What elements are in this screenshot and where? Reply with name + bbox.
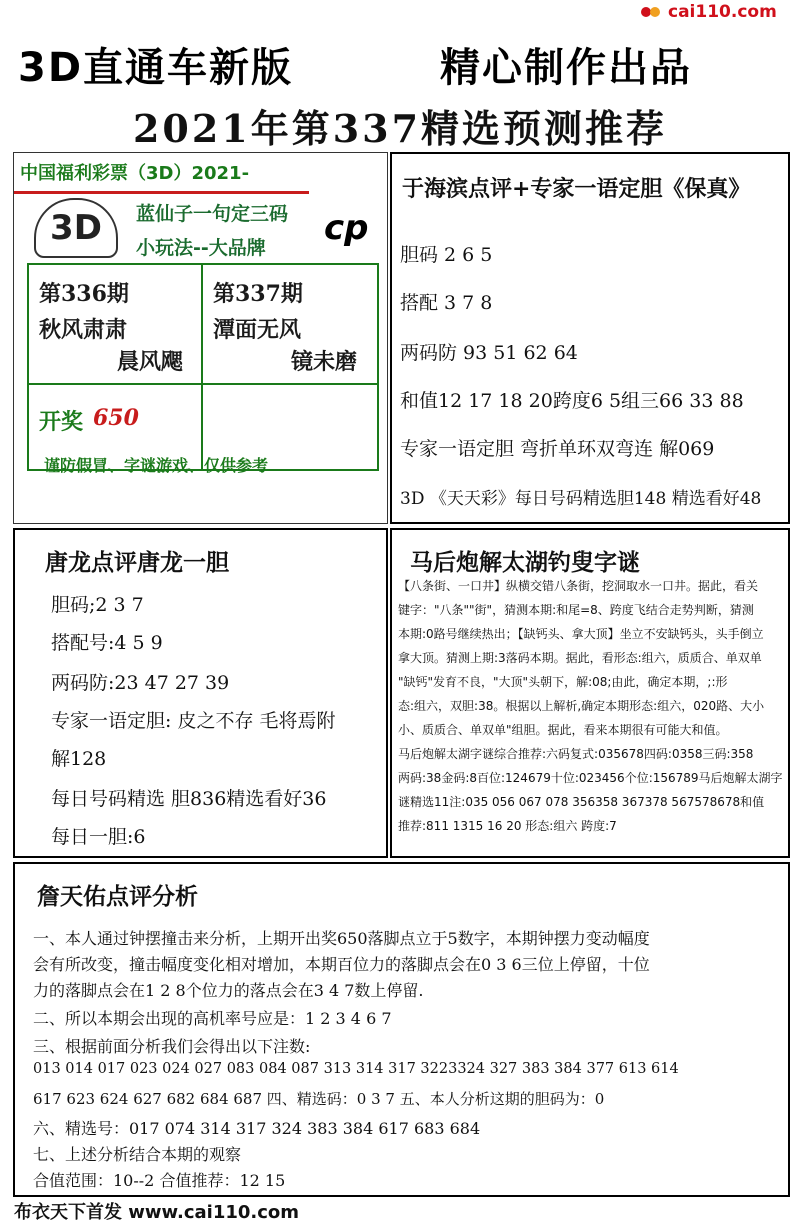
site-logo-icon [640,4,662,20]
zhan-line: 013 014 017 023 024 027 083 084 087 313 314 317 3223324 327 383 384 377 613 614 [33,1061,679,1077]
ma-line: 键字："八条""街"，猜测本期:和尾=8、跨度飞结合走势判断，猜测 [398,603,754,617]
ma-line: 本期:0路号继续热出；【缺钙头、拿大顶】坐立不安缺钙头，头手倒立 [398,627,764,641]
zhan-line: 会有所改变，撞击幅度变化相对增加，本期百位力的落脚点会在0 3 6三位上停留，十位 [33,955,650,974]
ma-line: 推荐:811 1315 16 20 形态:组六 跨度:7 [398,819,617,833]
lottery-warning: 谨防假冒、字谜游戏、仅供参考 [44,456,269,475]
grid-divider-h [29,383,377,385]
tang-line: 胆码;2 3 7 [51,594,144,616]
zhan-line: 617 623 624 627 682 684 687 四、精选码：0 3 7 五、本人分析这期的胆码为：0 [33,1090,605,1108]
lottery-slogan-1: 蓝仙子一句定三码 [136,203,289,225]
yu-box [390,152,790,524]
cp-logo-icon: cp [324,208,369,248]
header-right: 精心制作出品 [440,45,692,91]
curr-issue: 第337期 [213,281,303,307]
zhan-box [13,862,790,1197]
zhan-line: 一、本人通过钟摆撞击来分析，上期开出奖650落脚点立于5数字，本期钟摆力变动幅度 [33,929,650,948]
curr-riddle-1: 潭面无风 [213,317,302,343]
footer-credit: 布衣天下首发 www.cai110.com [14,1202,300,1223]
lottery-title: 中国福利彩票（3D）2021- [20,163,250,184]
curr-riddle-2: 镜未磨 [291,349,358,375]
yu-line: 胆码 2 6 5 [400,244,493,266]
tang-line: 解128 [51,748,107,770]
header-subtitle: 2021年第337精选预测推荐 [132,106,668,151]
ma-line: 谜精选11注:035 056 067 078 356358 367378 567578678和值 [398,795,765,809]
ma-line: 【八条街、一口井】纵横交错八条街，挖洞取水一口井。据此，看关 [398,579,759,593]
zhan-line: 合值范围：10--2 合值推荐：12 15 [33,1171,286,1190]
tang-line: 每日一胆:6 [51,826,146,848]
header-left: 3D直通车新版 [18,45,294,91]
site-logo[interactable]: cai110.com [668,2,777,22]
prev-riddle-2: 晨风飔 [117,349,184,375]
ma-line: 马后炮解太湖字谜综合推荐:六码复式:035678四码:0358三码:358 [398,747,754,761]
ma-box [390,528,790,858]
zhan-line: 七、上述分析结合本期的观察 [33,1145,242,1164]
yu-title: 于海滨点评+专家一语定胆《保真》 [402,176,751,202]
prev-issue: 第336期 [39,281,129,307]
ma-line: 拿大顶。猜测上期:3落码本期。据此，看形态:组六，质质合、单双单 [398,651,762,665]
tang-box [13,528,388,858]
ma-line: "缺钙"发育不良，"大顶"头朝下，解:08;由此，确定本期，;:形 [398,675,728,689]
yu-line: 和值12 17 18 20跨度6 5组三66 33 88 [400,390,744,412]
yu-line: 搭配 3 7 8 [400,292,493,314]
draw-label: 开奖 [39,409,84,435]
ma-line: 态:组六，双胆:38。根据以上解析,确定本期形态:组六，020路、大小 [398,699,765,713]
yu-line: 两码防 93 51 62 64 [400,342,578,364]
ma-line: 小、质质合、单双单"组胆。据此，看来本期很有可能大和值。 [398,723,728,737]
lottery-slogan-2: 小玩法--大品牌 [136,237,266,259]
draw-value: 650 [93,405,139,431]
tang-line: 两码防:23 47 27 39 [51,672,230,694]
zhan-line: 三、根据前面分析我们会得出以下注数: [33,1037,311,1056]
3d-logo-icon: 3D [34,198,118,258]
zhan-title: 詹天佑点评分析 [37,883,198,910]
grid-divider-v [201,265,203,469]
ma-title: 马后炮解太湖钓叟字谜 [410,549,640,576]
puzzle-grid [27,263,379,471]
prev-riddle-1: 秋风肃肃 [39,317,128,343]
lottery-card [13,152,388,524]
yu-line: 专家一语定胆 弯折单环双弯连 解069 [400,438,715,460]
zhan-line: 二、所以本期会出现的高机率号应是：1 2 3 4 6 7 [33,1009,392,1028]
tang-title: 唐龙点评唐龙一胆 [45,549,229,576]
yu-line: 3D 《天天彩》每日号码精选胆148 精选看好48 [400,489,762,509]
tang-line: 专家一语定胆: 皮之不存 毛将焉附 [51,710,336,732]
zhan-line: 六、精选号：017 074 314 317 324 383 384 617 683 684 [33,1119,481,1138]
tang-line: 每日号码精选 胆836精选看好36 [51,788,327,810]
ma-line: 两码:38金码:8百位:124679十位:023456个位:156789马后炮解太湖字 [398,771,783,785]
tang-line: 搭配号:4 5 9 [51,632,163,654]
zhan-line: 力的落脚点会在1 2 8个位力的落点会在3 4 7数上停留. [33,981,424,1000]
